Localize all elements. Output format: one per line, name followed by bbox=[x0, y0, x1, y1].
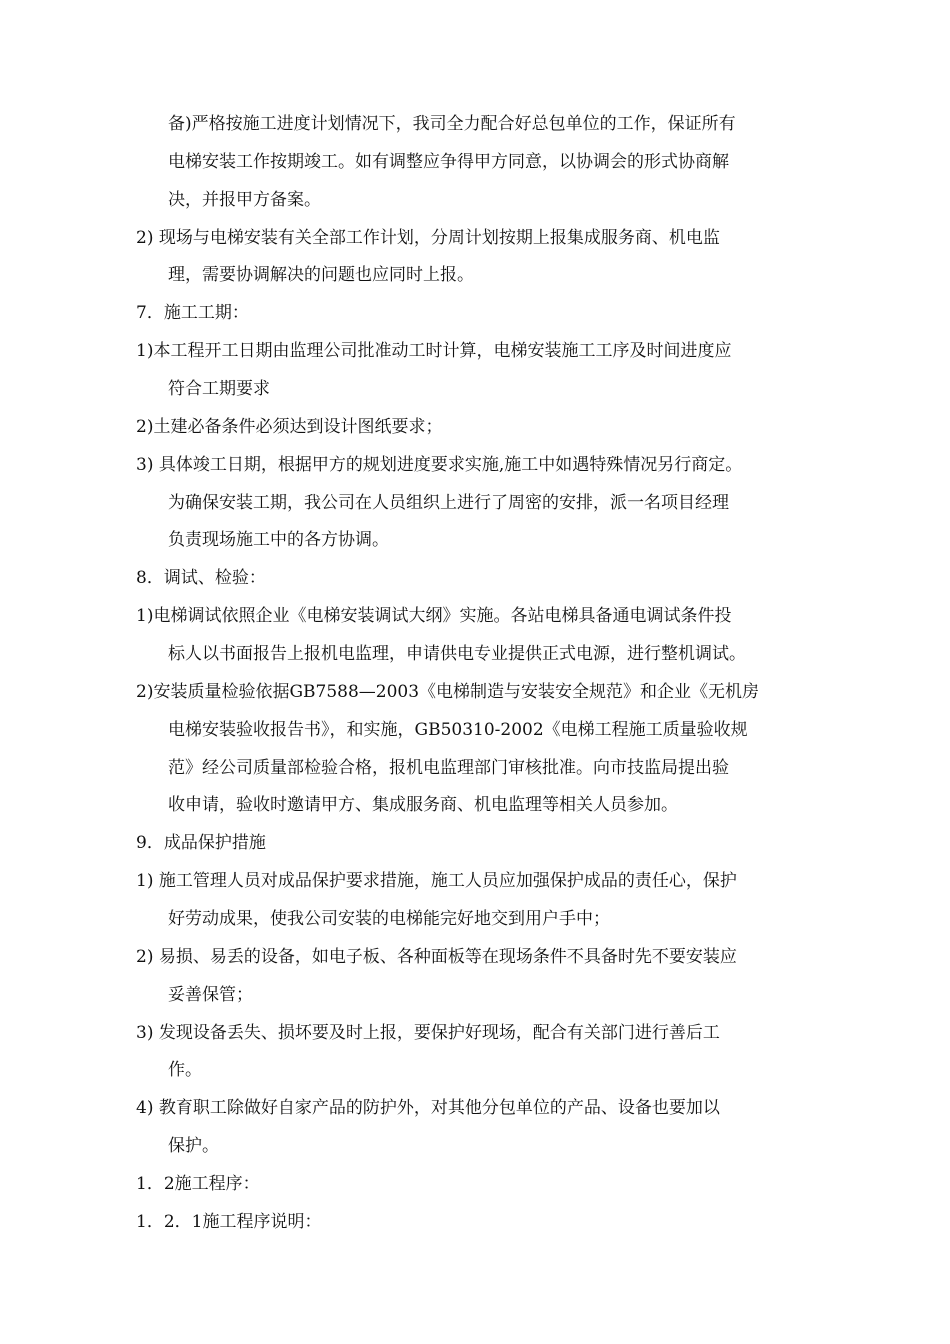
text-line: 电梯安装验收报告书》，和实施，GB50310-2002《电梯工程施工质量验收规 bbox=[168, 720, 748, 740]
text-line: 4) 教育职工除做好自家产品的防护外，对其他分包单位的产品、设备也要加以 bbox=[136, 1098, 720, 1118]
text-line: 收申请，验收时邀请甲方、集成服务商、机电监理等相关人员参加。 bbox=[168, 795, 678, 815]
text-line: 决，并报甲方备案。 bbox=[168, 190, 321, 210]
text-line: 为确保安装工期，我公司在人员组织上进行了周密的安排，派一名项目经理 bbox=[168, 493, 729, 513]
section-heading: 7．施工工期： bbox=[136, 303, 249, 323]
section-heading: 1．2施工程序： bbox=[136, 1174, 260, 1194]
text-line: 负责现场施工中的各方协调。 bbox=[168, 530, 389, 550]
text-line: 2) 易损、易丢的设备，如电子板、各种面板等在现场条件不具备时先不要安装应 bbox=[136, 947, 737, 967]
text-line: 1)本工程开工日期由监理公司批准动工时计算，电梯安装施工工序及时间进度应 bbox=[136, 341, 732, 361]
text-line: 作。 bbox=[168, 1060, 202, 1080]
text-line: 标人以书面报告上报机电监理，申请供电专业提供正式电源，进行整机调试。 bbox=[168, 644, 746, 664]
text-line: 2)土建必备条件必须达到设计图纸要求； bbox=[136, 417, 443, 437]
text-line: 1)电梯调试依照企业《电梯安装调试大纲》实施。各站电梯具备通电调试条件投 bbox=[136, 606, 732, 626]
text-line: 电梯安装工作按期竣工。如有调整应争得甲方同意，以协调会的形式协商解 bbox=[168, 152, 729, 172]
text-line: 1) 施工管理人员对成品保护要求措施，施工人员应加强保护成品的责任心，保护 bbox=[136, 871, 737, 891]
text-line: 保护。 bbox=[168, 1136, 219, 1156]
text-line: 好劳动成果，使我公司安装的电梯能完好地交到用户手中； bbox=[168, 909, 610, 929]
text-line: 范》经公司质量部检验合格，报机电监理部门审核批准。向市技监局提出验 bbox=[168, 758, 729, 778]
text-line: 符合工期要求 bbox=[168, 379, 270, 399]
section-heading: 8．调试、检验： bbox=[136, 568, 266, 588]
text-line: 2)安装质量检验依据GB7588—2003《电梯制造与安装安全规范》和企业《无机房 bbox=[136, 682, 760, 702]
text-line: 3) 发现设备丢失、损坏要及时上报，要保护好现场，配合有关部门进行善后工 bbox=[136, 1023, 720, 1043]
text-line: 备)严格按施工进度计划情况下，我司全力配合好总包单位的工作，保证所有 bbox=[168, 114, 736, 134]
text-line: 3) 具体竣工日期，根据甲方的规划进度要求实施,施工中如遇特殊情况另行商定。 bbox=[136, 455, 743, 475]
section-heading: 1．2．1施工程序说明： bbox=[136, 1212, 322, 1232]
text-line: 理，需要协调解决的问题也应同时上报。 bbox=[168, 265, 474, 285]
text-line: 妥善保管； bbox=[168, 985, 253, 1005]
text-line: 2) 现场与电梯安装有关全部工作计划，分周计划按期上报集成服务商、机电监 bbox=[136, 228, 720, 248]
section-heading: 9．成品保护措施 bbox=[136, 833, 266, 853]
